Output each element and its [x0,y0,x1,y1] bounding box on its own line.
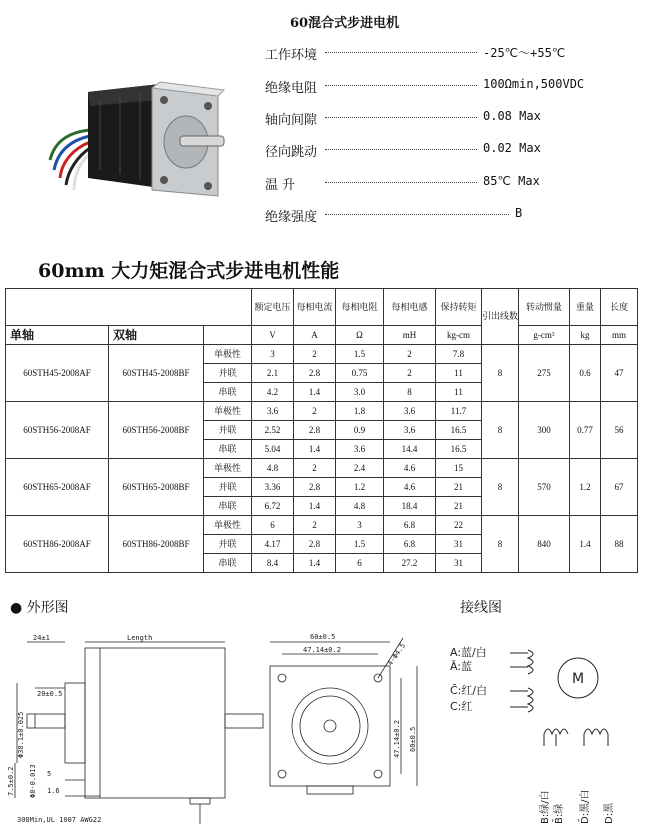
unit-resistance: Ω [336,326,384,345]
resistance-cell: 0.75 [336,364,384,383]
spec-value: -25℃～+55℃ [483,46,566,60]
spec-row [265,141,645,161]
resistance-cell: 1.2 [336,478,384,497]
voltage-cell: 2.52 [252,421,294,440]
header-weight: 重量 [570,289,601,326]
header-length: 长度 [601,289,638,326]
cable-spec: 300Min,UL 1007 AWG22 [17,816,102,824]
inductance-cell: 2 [384,364,436,383]
inertia-cell: 840 [519,516,570,573]
header-voltage: 额定电压 [252,289,294,326]
spec-row [265,77,645,97]
voltage-cell: 4.17 [252,535,294,554]
table-row [6,459,638,478]
torque-cell: 11.7 [436,402,482,421]
inertia-cell: 570 [519,459,570,516]
torque-cell: 22 [436,516,482,535]
spec-value: 100Ωmin,500VDC [483,77,585,91]
current-cell: 2 [294,345,336,364]
unit-inertia: g-cm² [519,326,570,345]
dim-phi38: Φ38.1±0.025 [17,711,25,758]
table-row [6,345,638,364]
current-cell: 2.8 [294,535,336,554]
torque-cell: 31 [436,535,482,554]
resistance-cell: 4.8 [336,497,384,516]
torque-cell: 16.5 [436,440,482,459]
resistance-cell: 1.5 [336,535,384,554]
length-cell: 67 [601,459,638,516]
connection-type: 串联 [204,440,252,459]
header-inertia: 转动惯量 [519,289,570,326]
current-cell: 2 [294,402,336,421]
connection-type: 串联 [204,554,252,573]
header-leads: 引出线数 [482,289,519,345]
header-torque: 保持转矩 [436,289,482,326]
voltage-cell: 5.04 [252,440,294,459]
resistance-cell: 0.9 [336,421,384,440]
dim-60-top: 60±0.5 [310,633,336,641]
header-blank [204,326,252,345]
inductance-cell: 6.8 [384,535,436,554]
table-row [6,402,638,421]
spec-row [265,206,645,226]
torque-cell: 15 [436,459,482,478]
leads-cell: 8 [482,516,519,573]
wire-label-c-bar: C̄:红/白 [450,684,488,697]
resistance-cell: 1.8 [336,402,384,421]
length-cell: 88 [601,516,638,573]
current-cell: 1.4 [294,554,336,573]
resistance-cell: 1.5 [336,345,384,364]
leader-dots [325,52,477,53]
unit-weight: kg [570,326,601,345]
dim-60-side: 60±0.5 [409,726,417,752]
spec-label: 工作环境 [265,48,318,63]
connection-type: 单极性 [204,516,252,535]
model-single: 60STH45-2008AF [6,345,109,402]
torque-cell: 16.5 [436,421,482,440]
wire-label-d-bar: D̄:黑/白 [580,789,591,824]
model-single: 60STH65-2008AF [6,459,109,516]
torque-cell: 21 [436,497,482,516]
leads-cell: 8 [482,459,519,516]
outline-heading: ● 外形图 [10,600,69,616]
dim-47-side: 47.14±0.2 [393,720,401,758]
leads-cell: 8 [482,345,519,402]
torque-cell: 21 [436,478,482,497]
inductance-cell: 27.2 [384,554,436,573]
motor-letter: M [572,671,585,687]
current-cell: 1.4 [294,440,336,459]
wiring-heading: 接线图 [460,600,502,616]
leader-dots [325,149,477,150]
inductance-cell: 2 [384,345,436,364]
weight-cell: 1.2 [570,459,601,516]
model-single: 60STH86-2008AF [6,516,109,573]
table-title: 60mm 大力矩混合式步进电机性能 [38,260,340,282]
dim-5: 5 [47,770,52,778]
unit-voltage: V [252,326,294,345]
spec-row [265,109,645,129]
inductance-cell: 3.6 [384,402,436,421]
current-cell: 1.4 [294,497,336,516]
length-cell: 56 [601,402,638,459]
wire-label-c: C:红 [450,700,473,713]
unit-current: A [294,326,336,345]
resistance-cell: 6 [336,554,384,573]
connection-type: 单极性 [204,459,252,478]
torque-cell: 31 [436,554,482,573]
model-double: 60STH86-2008BF [109,516,204,573]
wire-label-d: D:黑 [604,802,615,824]
header-single-shaft: 单轴 [6,326,109,345]
voltage-cell: 8.4 [252,554,294,573]
torque-cell: 7.8 [436,345,482,364]
spec-label: 轴向间隙 [265,113,318,128]
header-inductance: 每相电感 [384,289,436,326]
current-cell: 2.8 [294,421,336,440]
inductance-cell: 6.8 [384,516,436,535]
weight-cell: 1.4 [570,516,601,573]
dim-1-6: 1.6 [47,787,60,795]
voltage-cell: 6 [252,516,294,535]
connection-type: 串联 [204,497,252,516]
motor-photo [40,70,230,210]
current-cell: 2 [294,459,336,478]
dim-24: 24±1 [33,634,50,642]
unit-length: mm [601,326,638,345]
current-cell: 2.8 [294,478,336,497]
table-unit-row [6,326,638,345]
resistance-cell: 3.6 [336,440,384,459]
model-double: 60STH45-2008BF [109,345,204,402]
table-header-row [6,289,638,326]
spec-value: 0.08 Max [483,109,541,123]
torque-cell: 11 [436,364,482,383]
connection-type: 并联 [204,421,252,440]
wiring-diagram [448,628,648,828]
model-double: 60STH56-2008BF [109,402,204,459]
spec-value: 0.02 Max [483,141,541,155]
length-cell: 47 [601,345,638,402]
table-row [6,516,638,535]
spec-row [265,174,645,194]
bullet-icon: ● [10,600,27,616]
weight-cell: 0.77 [570,402,601,459]
inductance-cell: 14.4 [384,440,436,459]
leader-dots [325,117,477,118]
voltage-cell: 3.6 [252,402,294,421]
resistance-cell: 3.0 [336,383,384,402]
spec-label: 径向跳动 [265,145,318,160]
inductance-cell: 4.6 [384,459,436,478]
header-current: 每相电流 [294,289,336,326]
inertia-cell: 275 [519,345,570,402]
torque-cell: 11 [436,383,482,402]
header-blank [6,289,252,326]
spec-label: 绝缘电阻 [265,81,318,96]
voltage-cell: 6.72 [252,497,294,516]
page-title: 60混合式步进电机 [290,16,400,31]
wire-label-b: B:绿/白 [540,790,551,824]
resistance-cell: 3 [336,516,384,535]
inertia-cell: 300 [519,402,570,459]
connection-type: 并联 [204,364,252,383]
dim-7-5: 7.5±0.2 [7,766,15,796]
spec-value: 85℃ Max [483,174,540,188]
voltage-cell: 3 [252,345,294,364]
dim-20: 20±0.5 [37,690,63,698]
unit-torque: kg-cm [436,326,482,345]
dim-47-top: 47.14±0.2 [303,646,341,654]
connection-type: 单极性 [204,402,252,421]
model-double: 60STH65-2008BF [109,459,204,516]
current-cell: 1.4 [294,383,336,402]
current-cell: 2 [294,516,336,535]
unit-inductance: mH [384,326,436,345]
connection-type: 单极性 [204,345,252,364]
dim-phi8: Φ8-0.013 [29,764,37,798]
weight-cell: 0.6 [570,345,601,402]
connection-type: 串联 [204,383,252,402]
voltage-cell: 4.2 [252,383,294,402]
wire-label-a-bar: Ā:蓝 [450,660,473,673]
header-resistance: 每相电阻 [336,289,384,326]
leads-cell: 8 [482,402,519,459]
resistance-cell: 2.4 [336,459,384,478]
spec-label: 绝缘强度 [265,210,318,225]
outline-drawing [5,628,445,828]
wire-label-a: A:蓝/白 [450,646,487,659]
model-single: 60STH56-2008AF [6,402,109,459]
voltage-cell: 3.36 [252,478,294,497]
dim-length: Length [127,634,153,642]
leader-dots [325,85,477,86]
inductance-cell: 4.6 [384,478,436,497]
inductance-cell: 8 [384,383,436,402]
connection-type: 并联 [204,478,252,497]
spec-value: B [515,206,523,220]
voltage-cell: 2.1 [252,364,294,383]
spec-row [265,44,645,64]
leader-dots [325,182,477,183]
voltage-cell: 4.8 [252,459,294,478]
inductance-cell: 3.6 [384,421,436,440]
connection-type: 并联 [204,535,252,554]
spec-label: 温 升 [265,178,296,193]
dim-hole: 4-Φ4.5 [386,641,408,668]
leader-dots [325,214,509,215]
current-cell: 2.8 [294,364,336,383]
performance-table [5,288,638,573]
wire-label-b-bar: B̄:绿 [554,803,565,824]
header-double-shaft: 双轴 [109,326,204,345]
inductance-cell: 18.4 [384,497,436,516]
